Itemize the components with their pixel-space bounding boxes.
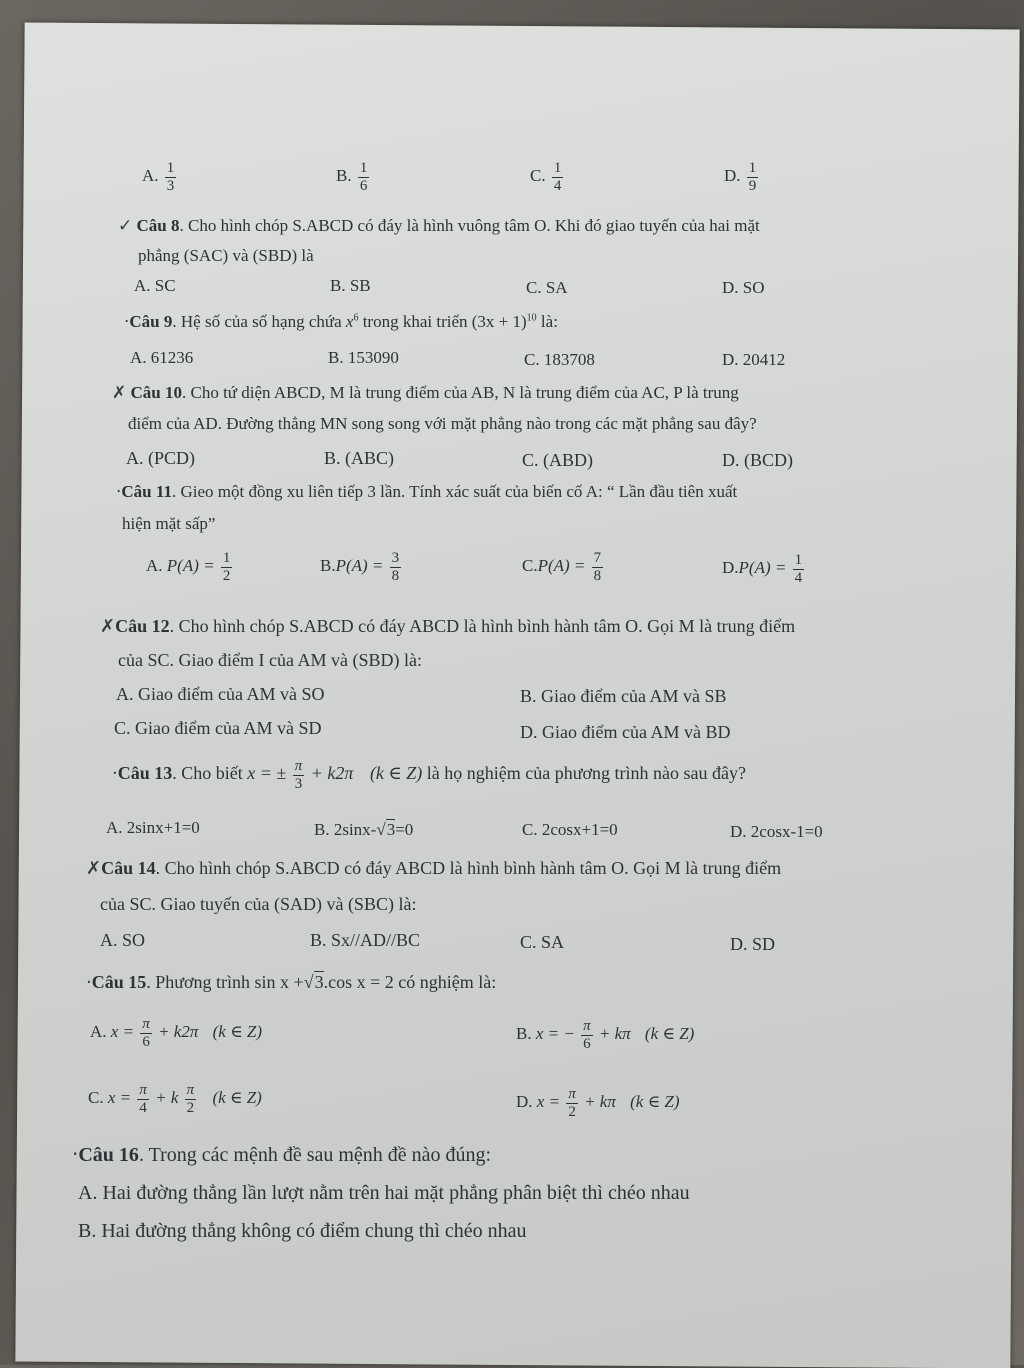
q10-option-c: C. (ABD) xyxy=(522,450,593,470)
q9-stem: ·Câu 9. Hệ số của số hạng chứa $x^6$ trong khai triển $(3x + 1)^{10}$ là: xyxy=(124,312,558,332)
q16-option-b: B. Hai đường thẳng không có điểm chung thì chéo nhau xyxy=(78,1220,527,1242)
q10-stem: ✗ Câu 10. Cho tứ diện ABCD, M là trung điểm của AB, N là trung điểm của AC, P là trung xyxy=(112,383,739,403)
q7-option-a: A. $\frac{1}{3}$ xyxy=(142,160,175,194)
q8-option-c: C. SA xyxy=(526,278,568,297)
q11-option-a: A. P(A) = $\frac{1}{2}$ xyxy=(146,550,231,584)
q12-stem-line2: của SC. Giao điểm I của AM và (SBD) là: xyxy=(118,650,422,670)
q14-stem: ✗Câu 14. Cho hình chóp S.ABCD có đáy ABCD là hình bình hành tâm O. Gọi M là trung điểm xyxy=(86,858,782,879)
q10-option-b: B. (ABC) xyxy=(324,448,395,468)
q11-stem: ·Câu 11. Gieo một đồng xu liên tiếp 3 lần. Tính xác suất của biến cố A: “ Lần đầu tiên xuất xyxy=(116,482,738,502)
q12-option-d: D. Giao điểm của AM và BD xyxy=(520,722,731,742)
q9-option-b: B. 153090 xyxy=(328,348,399,367)
q13-option-a: A. 2sinx+1=0 xyxy=(106,818,200,837)
q8-option-b: B. SB xyxy=(330,276,371,295)
cross-mark-icon: ✗ xyxy=(86,858,102,879)
q13-option-b: B. 2sinx-√3=0 xyxy=(314,820,414,839)
q9-option-c: C. 183708 xyxy=(524,350,595,369)
q15-option-d: D. x = $\frac{\pi}{2}$ + kπ (k ∈ Z) xyxy=(516,1086,680,1120)
q12-stem: ✗Câu 12. Cho hình chóp S.ABCD có đáy ABCD là hình bình hành tâm O. Gọi M là trung điểm xyxy=(100,616,796,637)
q10-option-d: D. (BCD) xyxy=(722,450,793,470)
q8-option-a: A. SC xyxy=(134,276,176,295)
q12-option-a: A. Giao điểm của AM và SO xyxy=(116,684,325,704)
q14-option-c: C. SA xyxy=(520,932,565,952)
q15-option-a: A. x = $\frac{\pi}{6}$ + k2π (k ∈ Z) xyxy=(90,1016,263,1050)
q7-option-c: C. $\frac{1}{4}$ xyxy=(530,160,562,194)
q7-option-b: B. $\frac{1}{6}$ xyxy=(336,160,368,194)
q14-option-d: D. SD xyxy=(730,934,776,954)
q11-option-c: C.P(A) = $\frac{7}{8}$ xyxy=(522,550,602,584)
q13-option-c: C. 2cosx+1=0 xyxy=(522,820,618,839)
q8-option-d: D. SO xyxy=(722,278,765,297)
q15-option-c: C. x = $\frac{\pi}{4}$ + k $\frac{\pi}{2}$ (k ∈ Z) xyxy=(88,1082,262,1116)
q10-option-a: A. (PCD) xyxy=(126,448,196,468)
cross-mark-icon: ✗ xyxy=(100,616,116,637)
q10-stem-line2: điểm của AD. Đường thẳng MN song song với mặt phẳng nào trong các mặt phẳng sau đây? xyxy=(128,414,757,433)
q9-option-a: A. 61236 xyxy=(130,348,194,367)
q15-stem: ·Câu 15. Phương trình sin x +√3.cos x = 2 có nghiệm là: xyxy=(86,972,497,993)
q15-option-b: B. x = − $\frac{\pi}{6}$ + kπ (k ∈ Z) xyxy=(516,1018,695,1052)
cross-mark-icon: ✗ xyxy=(112,383,127,403)
q13-stem: ·Câu 13. Cho biết x = ± $\frac{\pi}{3}$ + k2π (k ∈ Z) là họ nghiệm của phương trình nào sau đây? xyxy=(112,758,746,792)
q16-option-a: A. Hai đường thẳng lần lượt nằm trên hai mặt phẳng phân biệt thì chéo nhau xyxy=(78,1182,690,1204)
check-mark-icon: ✓ xyxy=(118,216,133,236)
q11-stem-line2: hiện mặt sấp” xyxy=(122,514,216,533)
q14-stem-line2: của SC. Giao tuyến của (SAD) và (SBC) là: xyxy=(100,894,417,914)
q16-stem: ·Câu 16. Trong các mệnh đề sau mệnh đề nào đúng: xyxy=(72,1142,492,1166)
q12-option-c: C. Giao điểm của AM và SD xyxy=(114,718,322,738)
q8-stem: ✓ Câu 8. Cho hình chóp S.ABCD có đáy là hình vuông tâm O. Khi đó giao tuyến của hai mặt xyxy=(118,216,760,236)
q11-option-b: B.P(A) = $\frac{3}{8}$ xyxy=(320,550,400,584)
q9-option-d: D. 20412 xyxy=(722,350,786,369)
q13-option-d: D. 2cosx-1=0 xyxy=(730,822,823,841)
q11-option-d: D.P(A) = $\frac{1}{4}$ xyxy=(722,552,803,586)
q8-stem-line2: phẳng (SAC) và (SBD) là xyxy=(138,246,314,265)
q7-option-d: D. $\frac{1}{9}$ xyxy=(724,160,757,194)
q14-option-b: B. Sx//AD//BC xyxy=(310,930,421,950)
q14-option-a: A. SO xyxy=(100,930,146,950)
q12-option-b: B. Giao điểm của AM và SB xyxy=(520,686,727,706)
